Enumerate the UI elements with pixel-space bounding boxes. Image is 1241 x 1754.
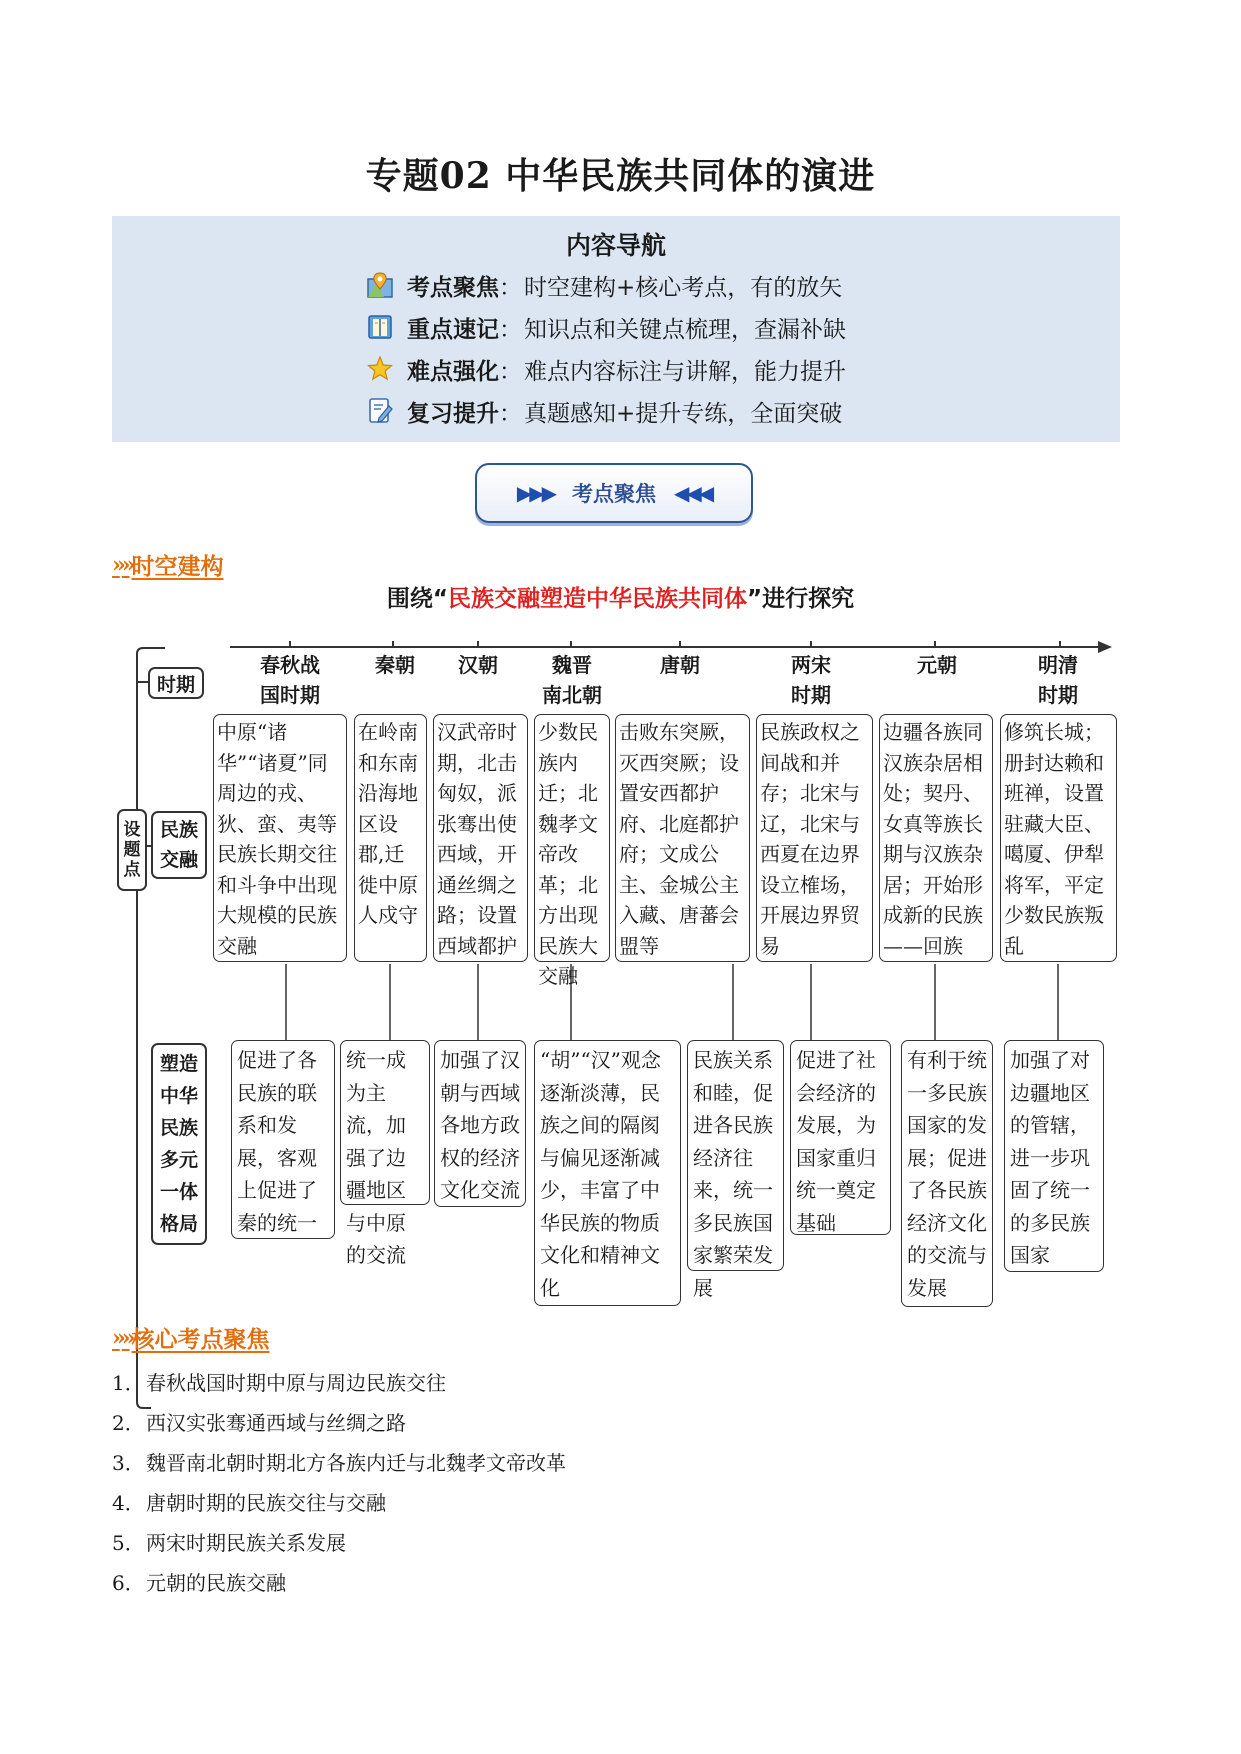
- nav-text: 真题感知+提升专练，全面突破: [524, 400, 843, 427]
- fusion-box: 在岭南和东南沿海地区设郡,迁徙中原人戍守: [354, 714, 427, 962]
- right-arrows-icon: ▶▶▶: [516, 481, 554, 505]
- left-bracket: [121, 648, 165, 1408]
- fusion-box: 中原“诸华”“诸夏”同周边的戎、狄、蛮、夷等民族长期交往和斗争中出现大规模的民族交融: [213, 714, 347, 962]
- core-points-list: [112, 1363, 566, 1603]
- map-pin-icon: [367, 271, 393, 299]
- result-box: 加强了对边疆地区的管辖，进一步巩固了统一的多民族国家: [1004, 1040, 1104, 1272]
- list-text: 两宋时期民族关系发展: [146, 1531, 346, 1555]
- list-number: 3．: [112, 1451, 145, 1475]
- result-box: 民族关系和睦，促进各民族经济往来，统一多民族国家繁荣发展: [687, 1040, 784, 1271]
- nav-separator: ：: [499, 274, 522, 301]
- nav-separator: ：: [499, 316, 522, 343]
- period-label: 明清 时期: [1038, 653, 1078, 707]
- period-label: 元朝: [917, 653, 957, 677]
- left-arrows-icon: ◀◀◀: [674, 481, 712, 505]
- period-label: 春秋战 国时期: [260, 653, 320, 707]
- list-text: 唐朝时期的民族交往与交融: [146, 1491, 386, 1515]
- nav-heading: 内容导航: [565, 231, 666, 260]
- side-label-shaping: 塑造 中华 民族 多元 一体 格局: [151, 1043, 207, 1245]
- star-icon: [367, 355, 393, 383]
- section-heading-core: [112, 1321, 270, 1354]
- result-box: 促进了社会经济的发展，为国家重归统一奠定基础: [790, 1040, 891, 1235]
- nav-text: 难点内容标注与讲解，能力提升: [524, 358, 846, 385]
- list-number: 4．: [112, 1491, 145, 1515]
- period-label: 唐朝: [660, 653, 700, 677]
- list-item: [112, 1403, 566, 1443]
- fusion-box: 边疆各族同汉族杂居相处；契丹、女真等族长期与汉族杂居；开始形成新的民族——回族: [879, 714, 993, 962]
- list-text: 春秋战国时期中原与周边民族交往: [146, 1371, 446, 1395]
- double-chevron-icon: »: [112, 1324, 120, 1351]
- result-box: “胡”“汉”观念逐渐淡薄，民族之间的隔阂与偏见逐渐减少，丰富了中华民族的物质文化和精神文化: [534, 1040, 681, 1306]
- nav-row-nandian: [367, 352, 846, 386]
- double-chevron-icon: »: [112, 551, 120, 578]
- section-heading-timeline: [112, 548, 224, 581]
- fusion-box: 汉武帝时期，北击匈奴，派张骞出使西域，开通丝绸之路；设置西域都护: [433, 714, 528, 962]
- nav-row-fuxi: [367, 394, 842, 428]
- fusion-box: 击败东突厥，灭西突厥；设置安西都护府、北庭都护府；文成公主、金城公主入藏、唐蕃会盟等: [615, 714, 750, 962]
- nav-text: 知识点和关键点梳理，查漏补缺: [524, 316, 846, 343]
- list-text: 西汉实张骞通西域与丝绸之路: [146, 1411, 406, 1435]
- nav-label: 复习提升: [407, 399, 499, 427]
- nav-label: 考点聚焦: [407, 273, 499, 301]
- list-text: 魏晋南北朝时期北方各族内迁与北魏孝文帝改革: [146, 1451, 566, 1475]
- fusion-box: 修筑长城；册封达赖和班禅，设置驻藏大臣、噶厦、伊犁将军，平定少数民族叛乱: [1000, 714, 1117, 962]
- period-label: 两宋 时期: [791, 653, 831, 707]
- section-title: 时空建构: [131, 553, 224, 580]
- list-item: [112, 1563, 566, 1603]
- diagram-title-suffix: ”进行探究: [747, 586, 855, 612]
- result-box: 促进了各民族的联系和发展，客观上促进了秦的统一: [231, 1040, 335, 1239]
- period-label: 汉朝: [458, 653, 498, 677]
- side-label-period: 时期: [148, 667, 204, 699]
- period-label: 秦朝: [375, 653, 415, 677]
- page-title: 专题02 中华民族共同体的演进: [365, 155, 876, 197]
- list-item: [112, 1363, 566, 1403]
- timeline-arrowhead: [1098, 641, 1112, 653]
- nav-separator: ：: [499, 358, 522, 385]
- result-box: 有利于统一多民族国家的发展；促进了各民族经济文化的交流与发展: [901, 1040, 993, 1307]
- diagram-title-prefix: 围绕“: [386, 586, 448, 612]
- list-item: [112, 1443, 566, 1483]
- edit-document-icon: [367, 397, 393, 425]
- section-title: 核心考点聚焦: [131, 1326, 270, 1353]
- kaodian-banner: [475, 463, 753, 523]
- content-navigation-box: [112, 216, 1120, 442]
- nav-row-zhongdian: [367, 310, 846, 344]
- banner-text: 考点聚焦: [572, 482, 656, 506]
- period-label: 魏晋 南北朝: [542, 653, 602, 707]
- side-label-topic: 设 题 点: [117, 809, 147, 891]
- list-number: 6．: [112, 1571, 145, 1595]
- list-item: [112, 1523, 566, 1563]
- nav-separator: ：: [499, 400, 522, 427]
- diagram-title-highlight: 民族交融塑造中华民族共同体: [448, 586, 747, 612]
- nav-text: 时空建构+核心考点，有的放矢: [524, 274, 843, 301]
- double-chevron-icon: »: [121, 551, 130, 578]
- timeline-diagram: [0, 580, 1241, 1300]
- nav-label: 重点速记: [407, 315, 499, 343]
- fusion-box: 民族政权之间战和并存；北宋与辽，北宋与西夏在边界设立榷场，开展边界贸易: [756, 714, 873, 962]
- nav-label: 难点强化: [407, 357, 499, 385]
- side-label-fusion: 民族 交融: [151, 811, 207, 879]
- list-number: 5．: [112, 1531, 145, 1555]
- fusion-box: 少数民族内迁；北魏孝文帝改革；北方出现民族大交融: [534, 714, 610, 962]
- result-box: 统一成为主流，加强了边疆地区与中原的交流: [340, 1040, 430, 1205]
- result-box: 加强了汉朝与西域各地方政权的经济文化交流: [434, 1040, 526, 1207]
- book-icon: [367, 313, 393, 341]
- column-connectors: [286, 964, 1058, 1043]
- nav-row-kaodian: [367, 268, 842, 302]
- list-item: [112, 1483, 566, 1523]
- double-chevron-icon: »: [121, 1324, 130, 1351]
- list-text: 元朝的民族交融: [146, 1571, 286, 1595]
- list-number: 2．: [112, 1411, 145, 1435]
- list-number: 1．: [112, 1371, 145, 1395]
